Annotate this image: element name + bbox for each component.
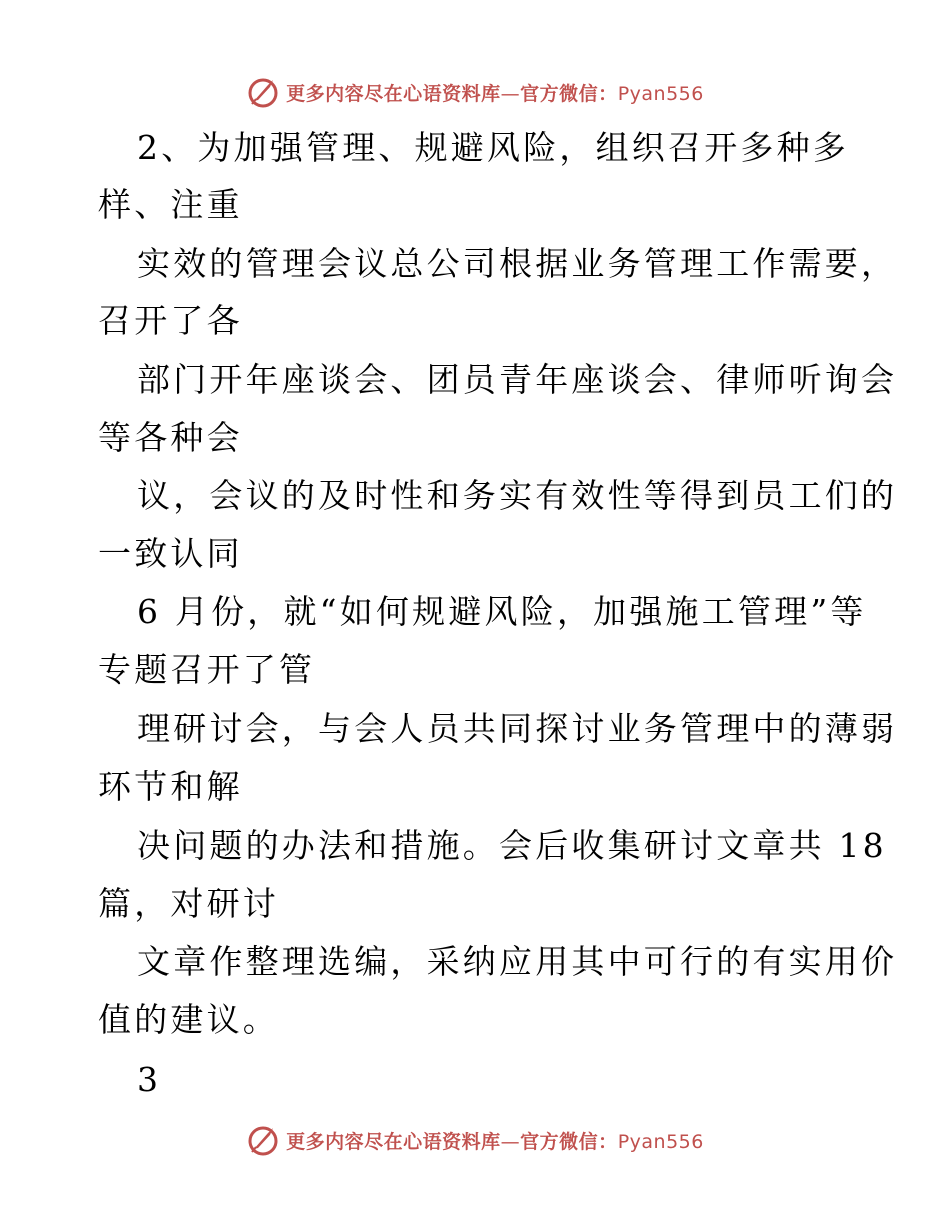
footer-watermark	[0, 1118, 950, 1162]
watermark-wechat-label: 官方微信：	[520, 82, 618, 105]
body-line: 环节和解	[98, 767, 243, 806]
watermark-dash: —	[500, 1130, 521, 1153]
body-line: 议，会议的及时性和务实有效性等得到员工们的	[137, 476, 898, 515]
body-line: 决问题的办法和措施。会后收集研讨文章共 18	[137, 826, 887, 865]
body-line: 理研讨会，与会人员共同探讨业务管理中的薄弱	[137, 709, 898, 748]
body-line: 等各种会	[98, 418, 243, 457]
body-line: 6 月份，就“如何规避风险，加强施工管理”等	[137, 592, 867, 631]
body-line: 值的建议。	[98, 1000, 279, 1039]
quill-pen-logo-icon	[246, 1123, 280, 1157]
watermark-wechat-id: Pyan556	[617, 82, 704, 105]
body-line: 召开了各	[98, 301, 243, 340]
body-line: 部门开年座谈会、团员青年座谈会、律师听询会	[137, 360, 898, 399]
watermark-site-text: 更多内容尽在心语资料库	[286, 82, 501, 105]
body-line: 专题召开了管	[98, 650, 316, 689]
watermark-wechat-label: 官方微信：	[520, 1130, 618, 1153]
watermark-text	[286, 1127, 704, 1154]
watermark-site-text: 更多内容尽在心语资料库	[286, 1130, 501, 1153]
page-number: 3	[137, 1060, 162, 1099]
body-line: 样、注重	[98, 185, 243, 224]
body-line: 篇，对研讨	[98, 884, 279, 923]
watermark-dash: —	[500, 82, 521, 105]
body-line: 文章作整理选编，采纳应用其中可行的有实用价	[137, 942, 898, 981]
body-line: 实效的管理会议总公司根据业务管理工作需要，	[137, 244, 898, 283]
body-line: 2、为加强管理、规避风险，组织召开多种多	[137, 128, 849, 167]
watermark-wechat-id: Pyan556	[617, 1130, 704, 1153]
body-line: 一致认同	[98, 534, 243, 573]
